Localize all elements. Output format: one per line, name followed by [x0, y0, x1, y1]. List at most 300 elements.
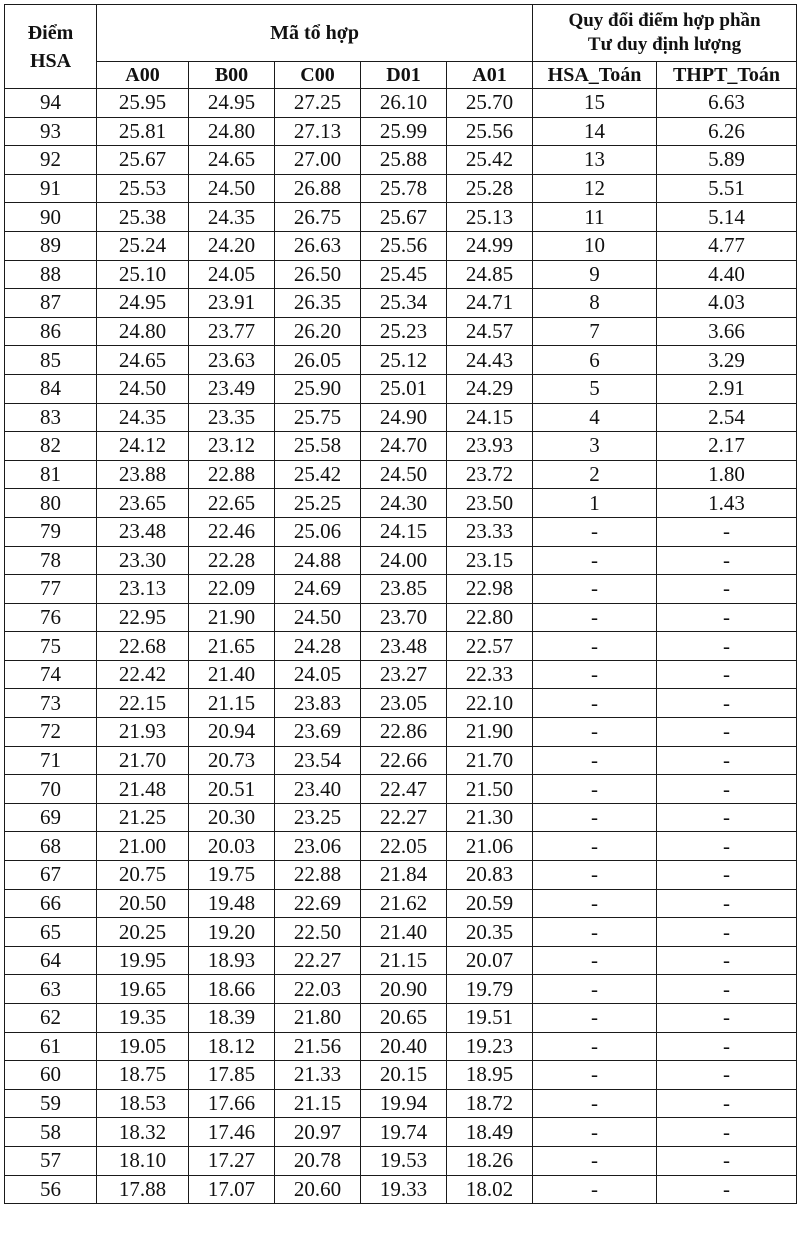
- cell-d01: 25.88: [361, 146, 447, 175]
- cell-diem-hsa: 57: [5, 1146, 97, 1175]
- cell-thpt-toan: 5.51: [657, 174, 797, 203]
- cell-a00: 23.48: [97, 517, 189, 546]
- cell-c00: 20.78: [275, 1146, 361, 1175]
- table-row: [5, 231, 797, 260]
- cell-d01: 23.27: [361, 660, 447, 689]
- cell-a01: 21.90: [447, 718, 533, 747]
- cell-c00: 24.69: [275, 575, 361, 604]
- cell-hsa-toan: -: [533, 1118, 657, 1147]
- cell-diem-hsa: 67: [5, 861, 97, 890]
- table-row: [5, 546, 797, 575]
- cell-a01: 18.02: [447, 1175, 533, 1204]
- quy-doi-header-line1: Quy đổi điểm hợp phần: [568, 10, 761, 31]
- cell-hsa-toan: 7: [533, 317, 657, 346]
- cell-thpt-toan: -: [657, 1032, 797, 1061]
- cell-diem-hsa: 91: [5, 174, 97, 203]
- cell-c00: 22.69: [275, 889, 361, 918]
- cell-a00: 25.67: [97, 146, 189, 175]
- cell-d01: 20.15: [361, 1061, 447, 1090]
- cell-c00: 23.54: [275, 746, 361, 775]
- table-row: [5, 117, 797, 146]
- cell-thpt-toan: -: [657, 1004, 797, 1033]
- diem-header-line1: Điểm: [27, 21, 74, 44]
- cell-thpt-toan: 4.40: [657, 260, 797, 289]
- table-row: [5, 517, 797, 546]
- cell-b00: 21.90: [189, 603, 275, 632]
- cell-a00: 20.75: [97, 861, 189, 890]
- cell-a00: 21.70: [97, 746, 189, 775]
- cell-c00: 25.58: [275, 432, 361, 461]
- cell-thpt-toan: -: [657, 1146, 797, 1175]
- cell-diem-hsa: 63: [5, 975, 97, 1004]
- cell-hsa-toan: -: [533, 832, 657, 861]
- cell-a00: 24.50: [97, 374, 189, 403]
- cell-hsa-toan: -: [533, 746, 657, 775]
- cell-b00: 21.40: [189, 660, 275, 689]
- cell-d01: 25.12: [361, 346, 447, 375]
- cell-hsa-toan: 10: [533, 231, 657, 260]
- table-row: [5, 317, 797, 346]
- cell-a01: 24.43: [447, 346, 533, 375]
- cell-d01: 21.84: [361, 861, 447, 890]
- cell-a00: 25.95: [97, 89, 189, 118]
- cell-b00: 22.65: [189, 489, 275, 518]
- cell-a01: 22.57: [447, 632, 533, 661]
- cell-diem-hsa: 68: [5, 832, 97, 861]
- cell-a00: 22.95: [97, 603, 189, 632]
- cell-hsa-toan: -: [533, 1089, 657, 1118]
- cell-a00: 22.15: [97, 689, 189, 718]
- table-row: [5, 1175, 797, 1204]
- cell-c00: 20.97: [275, 1118, 361, 1147]
- diem-header-line2: HSA: [29, 49, 72, 72]
- cell-c00: 22.03: [275, 975, 361, 1004]
- cell-a00: 24.12: [97, 432, 189, 461]
- table-row: [5, 975, 797, 1004]
- cell-a01: 23.50: [447, 489, 533, 518]
- cell-hsa-toan: -: [533, 632, 657, 661]
- cell-a00: 21.48: [97, 775, 189, 804]
- cell-a01: 20.35: [447, 918, 533, 947]
- cell-b00: 23.49: [189, 374, 275, 403]
- cell-thpt-toan: -: [657, 632, 797, 661]
- cell-d01: 25.99: [361, 117, 447, 146]
- cell-c00: 21.15: [275, 1089, 361, 1118]
- cell-thpt-toan: -: [657, 1089, 797, 1118]
- cell-diem-hsa: 92: [5, 146, 97, 175]
- cell-hsa-toan: -: [533, 918, 657, 947]
- cell-thpt-toan: 2.54: [657, 403, 797, 432]
- cell-hsa-toan: 15: [533, 89, 657, 118]
- cell-diem-hsa: 77: [5, 575, 97, 604]
- cell-hsa-toan: -: [533, 889, 657, 918]
- cell-hsa-toan: -: [533, 1061, 657, 1090]
- cell-c00: 25.90: [275, 374, 361, 403]
- cell-a00: 25.38: [97, 203, 189, 232]
- cell-a01: 18.95: [447, 1061, 533, 1090]
- cell-c00: 22.50: [275, 918, 361, 947]
- cell-thpt-toan: 6.63: [657, 89, 797, 118]
- table-body: [5, 89, 797, 1204]
- cell-c00: 22.88: [275, 861, 361, 890]
- table-row: [5, 489, 797, 518]
- cell-thpt-toan: -: [657, 575, 797, 604]
- cell-diem-hsa: 83: [5, 403, 97, 432]
- cell-d01: 23.70: [361, 603, 447, 632]
- cell-thpt-toan: -: [657, 803, 797, 832]
- cell-a00: 24.80: [97, 317, 189, 346]
- cell-diem-hsa: 70: [5, 775, 97, 804]
- cell-a01: 22.33: [447, 660, 533, 689]
- cell-diem-hsa: 76: [5, 603, 97, 632]
- column-header-d01: D01: [361, 62, 447, 89]
- cell-a00: 22.42: [97, 660, 189, 689]
- table-row: [5, 174, 797, 203]
- cell-c00: 24.88: [275, 546, 361, 575]
- column-header-c00: C00: [275, 62, 361, 89]
- cell-a00: 17.88: [97, 1175, 189, 1204]
- cell-c00: 25.42: [275, 460, 361, 489]
- cell-c00: 25.25: [275, 489, 361, 518]
- table-row: [5, 403, 797, 432]
- cell-hsa-toan: 4: [533, 403, 657, 432]
- cell-a01: 24.57: [447, 317, 533, 346]
- cell-d01: 20.90: [361, 975, 447, 1004]
- cell-a00: 18.53: [97, 1089, 189, 1118]
- cell-a01: 22.10: [447, 689, 533, 718]
- cell-a01: 20.83: [447, 861, 533, 890]
- cell-thpt-toan: 2.17: [657, 432, 797, 461]
- cell-hsa-toan: 8: [533, 289, 657, 318]
- table-row: [5, 632, 797, 661]
- cell-d01: 19.53: [361, 1146, 447, 1175]
- cell-c00: 26.20: [275, 317, 361, 346]
- cell-d01: 19.74: [361, 1118, 447, 1147]
- table-row: [5, 146, 797, 175]
- cell-d01: 21.15: [361, 946, 447, 975]
- cell-hsa-toan: -: [533, 1175, 657, 1204]
- cell-a00: 25.81: [97, 117, 189, 146]
- cell-a00: 21.00: [97, 832, 189, 861]
- cell-d01: 25.67: [361, 203, 447, 232]
- cell-hsa-toan: -: [533, 718, 657, 747]
- cell-d01: 21.62: [361, 889, 447, 918]
- cell-b00: 20.30: [189, 803, 275, 832]
- cell-a00: 25.24: [97, 231, 189, 260]
- cell-a01: 23.72: [447, 460, 533, 489]
- column-header-b00: B00: [189, 62, 275, 89]
- cell-a01: 24.29: [447, 374, 533, 403]
- cell-diem-hsa: 93: [5, 117, 97, 146]
- table-row: [5, 861, 797, 890]
- cell-thpt-toan: -: [657, 718, 797, 747]
- cell-d01: 19.94: [361, 1089, 447, 1118]
- ma-to-hop-header: Mã tổ hợp: [97, 5, 533, 62]
- cell-diem-hsa: 79: [5, 517, 97, 546]
- cell-b00: 19.75: [189, 861, 275, 890]
- cell-diem-hsa: 87: [5, 289, 97, 318]
- cell-diem-hsa: 73: [5, 689, 97, 718]
- cell-c00: 21.56: [275, 1032, 361, 1061]
- cell-hsa-toan: 1: [533, 489, 657, 518]
- table-row: [5, 718, 797, 747]
- cell-b00: 19.20: [189, 918, 275, 947]
- cell-a00: 19.35: [97, 1004, 189, 1033]
- table-row: [5, 803, 797, 832]
- cell-b00: 23.12: [189, 432, 275, 461]
- cell-b00: 24.35: [189, 203, 275, 232]
- cell-hsa-toan: 11: [533, 203, 657, 232]
- cell-b00: 23.91: [189, 289, 275, 318]
- cell-d01: 26.10: [361, 89, 447, 118]
- cell-diem-hsa: 82: [5, 432, 97, 461]
- cell-c00: 26.88: [275, 174, 361, 203]
- cell-thpt-toan: -: [657, 517, 797, 546]
- cell-b00: 22.09: [189, 575, 275, 604]
- cell-a00: 21.25: [97, 803, 189, 832]
- cell-a01: 22.98: [447, 575, 533, 604]
- cell-hsa-toan: -: [533, 861, 657, 890]
- cell-hsa-toan: 9: [533, 260, 657, 289]
- cell-a01: 21.06: [447, 832, 533, 861]
- cell-a00: 24.95: [97, 289, 189, 318]
- table-row: [5, 1146, 797, 1175]
- cell-thpt-toan: 3.29: [657, 346, 797, 375]
- cell-a00: 19.65: [97, 975, 189, 1004]
- cell-hsa-toan: -: [533, 946, 657, 975]
- cell-a01: 24.71: [447, 289, 533, 318]
- table-row: [5, 775, 797, 804]
- cell-a01: 18.49: [447, 1118, 533, 1147]
- cell-c00: 24.50: [275, 603, 361, 632]
- cell-d01: 25.45: [361, 260, 447, 289]
- cell-c00: 23.25: [275, 803, 361, 832]
- cell-b00: 24.50: [189, 174, 275, 203]
- cell-a00: 23.13: [97, 575, 189, 604]
- cell-thpt-toan: -: [657, 832, 797, 861]
- cell-hsa-toan: 12: [533, 174, 657, 203]
- cell-d01: 25.01: [361, 374, 447, 403]
- cell-c00: 26.75: [275, 203, 361, 232]
- cell-d01: 21.40: [361, 918, 447, 947]
- cell-a00: 25.10: [97, 260, 189, 289]
- cell-d01: 24.15: [361, 517, 447, 546]
- cell-d01: 25.34: [361, 289, 447, 318]
- cell-hsa-toan: -: [533, 975, 657, 1004]
- cell-d01: 20.65: [361, 1004, 447, 1033]
- cell-c00: 20.60: [275, 1175, 361, 1204]
- cell-a00: 18.75: [97, 1061, 189, 1090]
- table-row: [5, 346, 797, 375]
- cell-hsa-toan: -: [533, 1004, 657, 1033]
- cell-thpt-toan: -: [657, 660, 797, 689]
- cell-a01: 23.93: [447, 432, 533, 461]
- cell-a00: 19.95: [97, 946, 189, 975]
- cell-thpt-toan: -: [657, 775, 797, 804]
- column-header-a01: A01: [447, 62, 533, 89]
- cell-hsa-toan: -: [533, 775, 657, 804]
- cell-d01: 24.50: [361, 460, 447, 489]
- cell-a00: 25.53: [97, 174, 189, 203]
- cell-a01: 24.99: [447, 231, 533, 260]
- cell-a00: 20.25: [97, 918, 189, 947]
- cell-d01: 24.00: [361, 546, 447, 575]
- cell-c00: 23.06: [275, 832, 361, 861]
- cell-b00: 21.15: [189, 689, 275, 718]
- table-row: [5, 1004, 797, 1033]
- table-row: [5, 260, 797, 289]
- cell-thpt-toan: -: [657, 1061, 797, 1090]
- cell-b00: 17.27: [189, 1146, 275, 1175]
- cell-b00: 24.80: [189, 117, 275, 146]
- cell-diem-hsa: 62: [5, 1004, 97, 1033]
- cell-diem-hsa: 74: [5, 660, 97, 689]
- cell-a00: 21.93: [97, 718, 189, 747]
- cell-b00: 17.46: [189, 1118, 275, 1147]
- cell-diem-hsa: 72: [5, 718, 97, 747]
- cell-thpt-toan: -: [657, 861, 797, 890]
- cell-a00: 24.35: [97, 403, 189, 432]
- cell-hsa-toan: -: [533, 546, 657, 575]
- cell-thpt-toan: 4.77: [657, 231, 797, 260]
- table-header: [5, 5, 797, 89]
- table-row: [5, 575, 797, 604]
- cell-diem-hsa: 90: [5, 203, 97, 232]
- cell-d01: 25.78: [361, 174, 447, 203]
- cell-a01: 22.80: [447, 603, 533, 632]
- cell-hsa-toan: 2: [533, 460, 657, 489]
- table-row: [5, 1118, 797, 1147]
- cell-a00: 19.05: [97, 1032, 189, 1061]
- cell-b00: 18.93: [189, 946, 275, 975]
- cell-a01: 18.72: [447, 1089, 533, 1118]
- cell-d01: 22.27: [361, 803, 447, 832]
- cell-b00: 20.94: [189, 718, 275, 747]
- cell-hsa-toan: -: [533, 603, 657, 632]
- table-row: [5, 832, 797, 861]
- cell-thpt-toan: -: [657, 689, 797, 718]
- table-row: [5, 1089, 797, 1118]
- column-header-hsa-toan: HSA_Toán: [533, 62, 657, 89]
- cell-a01: 25.13: [447, 203, 533, 232]
- cell-diem-hsa: 59: [5, 1089, 97, 1118]
- cell-c00: 24.05: [275, 660, 361, 689]
- cell-diem-hsa: 65: [5, 918, 97, 947]
- cell-a00: 23.88: [97, 460, 189, 489]
- table-row: [5, 460, 797, 489]
- cell-diem-hsa: 88: [5, 260, 97, 289]
- cell-b00: 19.48: [189, 889, 275, 918]
- cell-b00: 17.66: [189, 1089, 275, 1118]
- cell-a01: 25.42: [447, 146, 533, 175]
- cell-c00: 23.69: [275, 718, 361, 747]
- cell-thpt-toan: -: [657, 1118, 797, 1147]
- cell-d01: 22.05: [361, 832, 447, 861]
- cell-b00: 18.66: [189, 975, 275, 1004]
- cell-diem-hsa: 89: [5, 231, 97, 260]
- cell-c00: 27.25: [275, 89, 361, 118]
- cell-c00: 25.06: [275, 517, 361, 546]
- cell-c00: 25.75: [275, 403, 361, 432]
- cell-a00: 22.68: [97, 632, 189, 661]
- cell-hsa-toan: 6: [533, 346, 657, 375]
- quy-doi-header: [533, 5, 797, 62]
- cell-a01: 19.79: [447, 975, 533, 1004]
- table-row: [5, 746, 797, 775]
- cell-a01: 23.33: [447, 517, 533, 546]
- cell-hsa-toan: 5: [533, 374, 657, 403]
- cell-a01: 24.85: [447, 260, 533, 289]
- conversion-table: [4, 4, 797, 1204]
- cell-a01: 23.15: [447, 546, 533, 575]
- cell-d01: 25.56: [361, 231, 447, 260]
- cell-a01: 21.30: [447, 803, 533, 832]
- cell-hsa-toan: 13: [533, 146, 657, 175]
- cell-d01: 24.30: [361, 489, 447, 518]
- cell-diem-hsa: 94: [5, 89, 97, 118]
- cell-b00: 17.07: [189, 1175, 275, 1204]
- cell-c00: 27.00: [275, 146, 361, 175]
- cell-diem-hsa: 71: [5, 746, 97, 775]
- cell-d01: 20.40: [361, 1032, 447, 1061]
- cell-hsa-toan: -: [533, 1146, 657, 1175]
- cell-a01: 20.07: [447, 946, 533, 975]
- cell-a01: 21.50: [447, 775, 533, 804]
- cell-d01: 23.85: [361, 575, 447, 604]
- cell-b00: 22.88: [189, 460, 275, 489]
- cell-d01: 22.47: [361, 775, 447, 804]
- column-header-thpt-toan: THPT_Toán: [657, 62, 797, 89]
- table-row: [5, 1061, 797, 1090]
- cell-thpt-toan: -: [657, 946, 797, 975]
- table-row: [5, 889, 797, 918]
- cell-c00: 26.35: [275, 289, 361, 318]
- cell-c00: 21.80: [275, 1004, 361, 1033]
- cell-b00: 18.39: [189, 1004, 275, 1033]
- cell-a01: 20.59: [447, 889, 533, 918]
- cell-a00: 23.65: [97, 489, 189, 518]
- cell-a01: 25.70: [447, 89, 533, 118]
- table-row: [5, 374, 797, 403]
- cell-a01: 25.56: [447, 117, 533, 146]
- table-row: [5, 89, 797, 118]
- cell-b00: 23.63: [189, 346, 275, 375]
- cell-c00: 23.40: [275, 775, 361, 804]
- quy-doi-header-line2: Tư duy định lượng: [587, 34, 742, 55]
- cell-c00: 26.05: [275, 346, 361, 375]
- cell-diem-hsa: 86: [5, 317, 97, 346]
- column-header-a00: A00: [97, 62, 189, 89]
- cell-d01: 22.86: [361, 718, 447, 747]
- cell-diem-hsa: 85: [5, 346, 97, 375]
- cell-thpt-toan: -: [657, 546, 797, 575]
- table-row: [5, 660, 797, 689]
- cell-diem-hsa: 81: [5, 460, 97, 489]
- cell-thpt-toan: 5.14: [657, 203, 797, 232]
- cell-diem-hsa: 60: [5, 1061, 97, 1090]
- table-row: [5, 203, 797, 232]
- cell-thpt-toan: 2.91: [657, 374, 797, 403]
- cell-thpt-toan: -: [657, 918, 797, 947]
- cell-b00: 23.35: [189, 403, 275, 432]
- cell-b00: 18.12: [189, 1032, 275, 1061]
- cell-d01: 24.90: [361, 403, 447, 432]
- cell-c00: 27.13: [275, 117, 361, 146]
- cell-hsa-toan: -: [533, 660, 657, 689]
- cell-hsa-toan: 14: [533, 117, 657, 146]
- cell-c00: 22.27: [275, 946, 361, 975]
- cell-b00: 20.73: [189, 746, 275, 775]
